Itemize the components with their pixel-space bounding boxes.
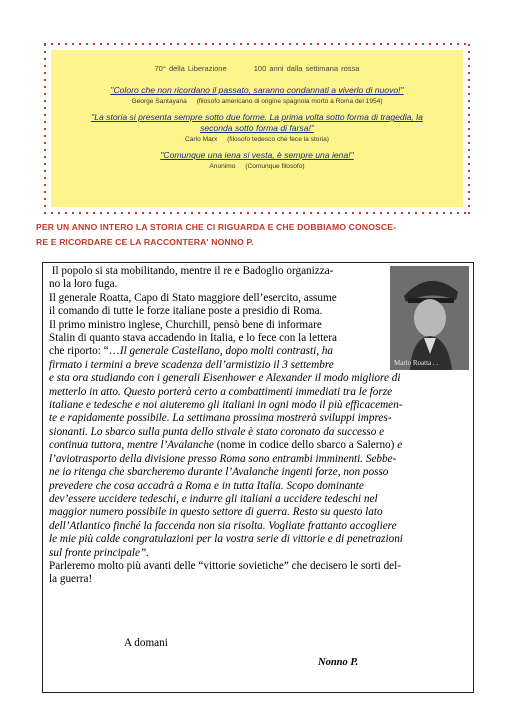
story-line: metterlo in atto. Questo porterà certo a combattimenti immediati tra le forze <box>49 385 393 398</box>
anniversary-header <box>51 64 463 73</box>
story-line: italiane e tedesche e noi aiuteremo gli italiani in ogni modo il più efficacemen- <box>49 399 403 412</box>
quote-author: Carlo Marx <box>185 136 218 143</box>
story-line: sul fronte principale”. <box>49 546 149 559</box>
signature: Nonno P. <box>318 657 359 668</box>
quote-anonimo: "Comunque una iena si vesta, è sempre una iena!" <box>160 150 354 160</box>
photo-caption: Mario Roatta . . <box>394 359 439 367</box>
story-line: ne io ritenga che sbarcheremo durante l’Avalanche ingenti forze, non posso <box>49 466 389 479</box>
intro-heading <box>36 220 476 250</box>
story-line: no la loro fuga. <box>49 278 118 291</box>
story-line: te e rapidamente possibile. La settimana prossima mostrerà sviluppi impres- <box>49 412 392 425</box>
quote-note: (filosofo tedesco che fece la storia) <box>227 136 329 143</box>
intro-line: RE E RICORDARE CE LA RACCONTERA' NONNO P. <box>36 237 254 247</box>
story-line: dev’essere uccidere tedeschi, e indurre gli italiani a uccidere tedeschi nel <box>49 492 378 505</box>
quote-marx-line2: seconda sotto forma di farsa!" <box>200 123 314 133</box>
intro-line: PER UN ANNO INTERO LA STORIA CHE CI RIGUARDA E CHE DOBBIAMO CONOSCE- <box>36 222 397 232</box>
story-text <box>49 265 470 587</box>
story-line: dell’Atlantico finché la faccenda non sia risolta. Vogliate frattanto accogliere <box>49 519 397 532</box>
quote-author: George Santayana <box>131 98 187 105</box>
quote-attribution <box>51 98 463 105</box>
story-line: firmato i termini a breve scadenza dell’armistizio il 3 settembre <box>49 358 334 371</box>
story-line: sionanti. Lo sbarco sulla punta dello stivale è stato coronato da successo e <box>49 425 385 438</box>
story-line: Il primo ministro inglese, Churchill, pensò bene di informare <box>49 318 322 331</box>
story-line: maggior numero possibile in questo settore di guerra. Resto su questo lato <box>49 506 383 519</box>
quote-santayana: "Coloro che non ricordano il passato, saranno condannati a viverlo di nuovo!" <box>110 85 404 95</box>
quote-note: (Comunque filosofo) <box>245 163 305 170</box>
signoff: A domani <box>124 637 168 649</box>
story-line: prevedere che cosa accadrà a Roma e in tutta Italia. Scopo dominante <box>49 479 364 492</box>
story-line: e sta ora studiando con i generali Eisenhower e Alexander il modo migliore di <box>49 372 401 385</box>
story-line: Parleremo molto più avanti delle “vittorie sovietiche” che decisero le sorti del- <box>49 559 401 572</box>
quote-frame <box>44 43 470 214</box>
story-line: Il generale Roatta, Capo di Stato maggiore dell’esercito, assume <box>49 291 337 304</box>
quote-author: Anonimo <box>209 163 236 170</box>
quote-marx-line1: "La storia si presenta sempre sotto due forme. La prima volta sotto forma di tragedia, la <box>91 112 423 122</box>
story-line: il comando di tutte le forze italiane poste a presidio di Roma. <box>49 305 323 318</box>
story-line: l’aviotrasporto della divisione presso Roma sono entrambi imminenti. Sebbe- <box>49 452 397 465</box>
anniversary-liberation: 70° della Liberazione <box>154 64 227 73</box>
anniversary-red-week: 100 anni dalla settimana rossa <box>253 64 360 73</box>
story-line: le mie più calde congratulazioni per la vostra serie di vittorie e di penetrazioni <box>49 533 403 546</box>
story-line: Il popolo si sta mobilitando, mentre il re e Badoglio organizza- <box>51 265 334 277</box>
story-line: che riporto: “…Il generale Castellano, dopo molti contrasti, ha <box>49 345 334 358</box>
story-line: continua tuttora, mentre l’Avalanche (nome in codice dello sbarco a Salerno) e <box>49 439 403 452</box>
quote-note: (filosofo americano di origine spagnola morto a Roma del 1954) <box>196 98 383 105</box>
quote-box <box>51 50 463 207</box>
story-line: Stalin di quanto stava accadendo in Italia, e lo fece con la lettera <box>49 332 337 345</box>
story-line: la guerra! <box>49 573 93 586</box>
quote-attribution <box>51 163 463 170</box>
quote-attribution <box>51 136 463 143</box>
